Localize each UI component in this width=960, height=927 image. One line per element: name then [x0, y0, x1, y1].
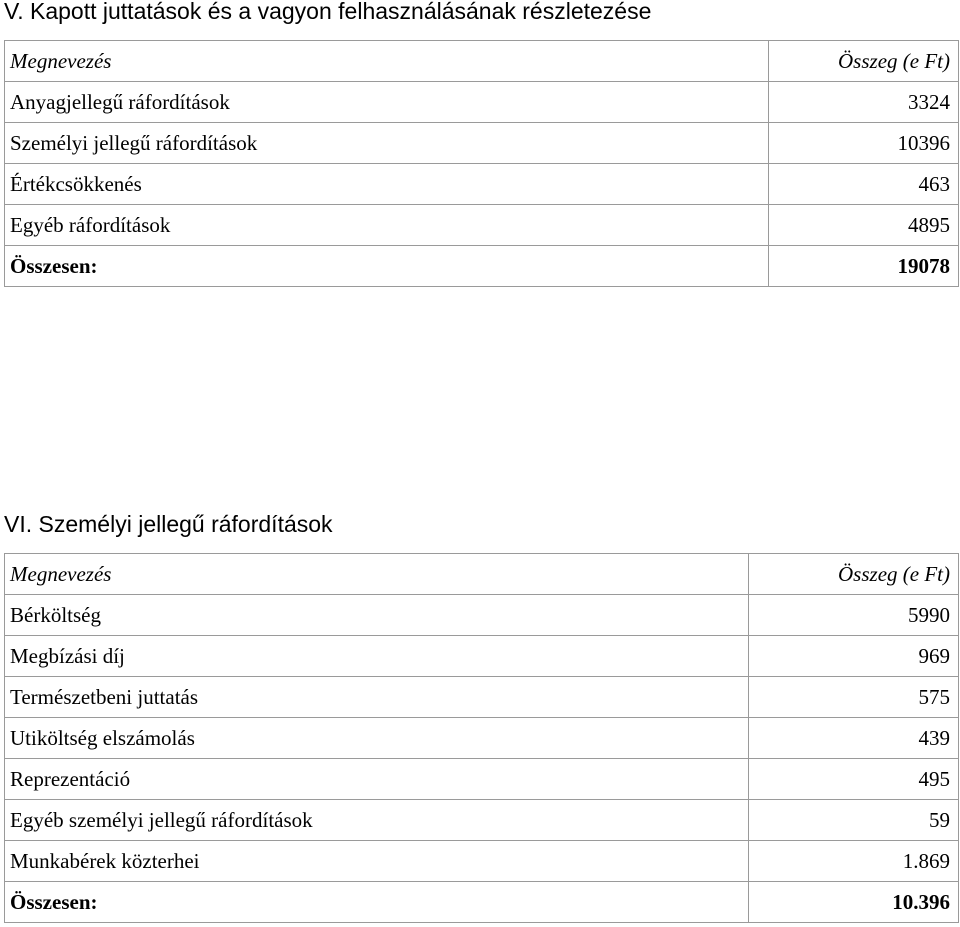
table-row: [5, 677, 959, 718]
personnel-expenses-table: [4, 553, 959, 923]
row-amount: 3324: [769, 82, 959, 123]
row-amount: 59: [749, 800, 959, 841]
row-amount: 4895: [769, 205, 959, 246]
column-header-name: Megnevezés: [5, 554, 749, 595]
total-label: Összesen:: [5, 246, 769, 287]
table-row: [5, 205, 959, 246]
row-name: Munkabérek közterhei: [5, 841, 749, 882]
row-amount: 5990: [749, 595, 959, 636]
table-row: [5, 82, 959, 123]
row-amount: 969: [749, 636, 959, 677]
row-name: Bérköltség: [5, 595, 749, 636]
total-row: [5, 246, 959, 287]
row-name: Természetbeni juttatás: [5, 677, 749, 718]
table-row: [5, 800, 959, 841]
row-name: Reprezentáció: [5, 759, 749, 800]
expenses-table: [4, 40, 959, 287]
total-label: Összesen:: [5, 882, 749, 923]
total-row: [5, 882, 959, 923]
column-header-amount: Összeg (e Ft): [749, 554, 959, 595]
row-name: Utiköltség elszámolás: [5, 718, 749, 759]
section-5-title: V. Kapott juttatások és a vagyon felhasználásának részletezése: [4, 0, 652, 24]
table-row: [5, 123, 959, 164]
column-header-name: Megnevezés: [5, 41, 769, 82]
table-row: [5, 718, 959, 759]
table-header-row: [5, 41, 959, 82]
table-row: [5, 636, 959, 677]
row-name: Személyi jellegű ráfordítások: [5, 123, 769, 164]
table-row: [5, 841, 959, 882]
row-name: Egyéb ráfordítások: [5, 205, 769, 246]
row-amount: 439: [749, 718, 959, 759]
total-amount: 10.396: [749, 882, 959, 923]
table-row: [5, 595, 959, 636]
section-6-title: VI. Személyi jellegű ráfordítások: [4, 511, 333, 537]
row-name: Anyagjellegű ráfordítások: [5, 82, 769, 123]
row-name: Értékcsökkenés: [5, 164, 769, 205]
row-amount: 1.869: [749, 841, 959, 882]
row-name: Egyéb személyi jellegű ráfordítások: [5, 800, 749, 841]
total-amount: 19078: [769, 246, 959, 287]
row-amount: 575: [749, 677, 959, 718]
row-amount: 495: [749, 759, 959, 800]
table-header-row: [5, 554, 959, 595]
row-amount: 463: [769, 164, 959, 205]
row-name: Megbízási díj: [5, 636, 749, 677]
column-header-amount: Összeg (e Ft): [769, 41, 959, 82]
table-row: [5, 164, 959, 205]
row-amount: 10396: [769, 123, 959, 164]
table-row: [5, 759, 959, 800]
